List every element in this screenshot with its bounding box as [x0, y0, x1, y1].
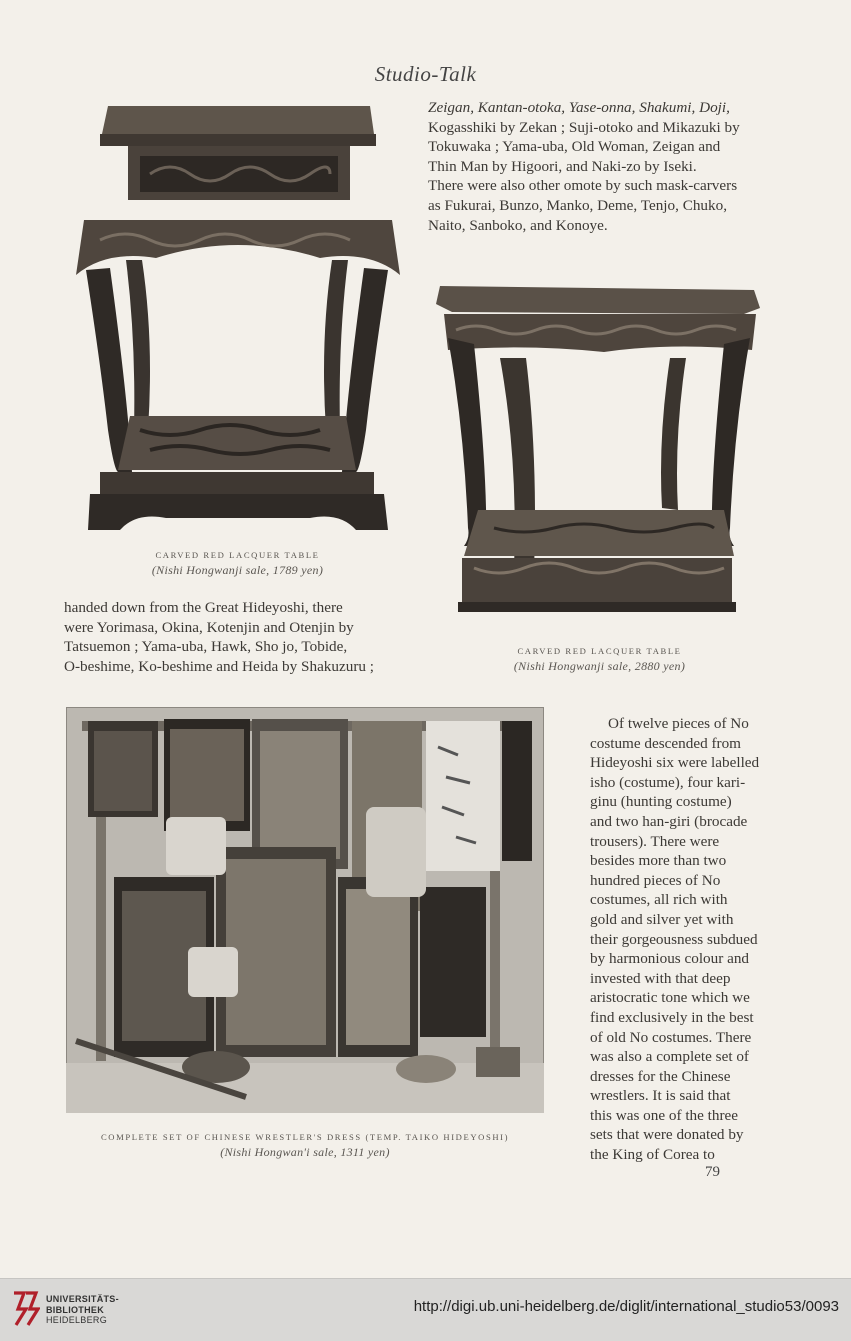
- text-line: handed down from the Great Hideyoshi, there: [64, 599, 343, 616]
- text-line: gold and silver yet with: [590, 910, 734, 928]
- text-line: O-beshime, Ko-beshime and Heida by Shakuzuru ;: [64, 657, 375, 675]
- footer-bar: [0, 1278, 851, 1341]
- university-logo-icon: [10, 1289, 40, 1329]
- text-line: invested with that deep: [590, 969, 731, 987]
- caption-table-left-sub: (Nishi Hongwanji sale, 1789 yen): [151, 563, 324, 577]
- text-line: costume descended from: [590, 734, 741, 752]
- caption-costume: [66, 1132, 544, 1160]
- caption-costume-title: COMPLETE SET OF CHINESE WRESTLER'S DRESS (TEMP. TAIKO HIDEYOSHI): [100, 1132, 510, 1142]
- text-line: the King of Corea to: [590, 1146, 715, 1164]
- text-line: this was one of the three: [590, 1106, 739, 1124]
- page-number: 79: [705, 1164, 720, 1180]
- text-line: There were also other omote by such mask-carvers: [428, 177, 738, 195]
- text-line: and two han-giri (brocade: [590, 812, 748, 830]
- text-line: ginu (hunting costume): [590, 793, 732, 811]
- text-line: were Yorimasa, Okina, Kotenjin and Otenjin by: [64, 618, 354, 636]
- source-url-text: http://digi.ub.uni-heidelberg.de/diglit/international_studio53/0093: [413, 1298, 839, 1315]
- caption-table-left: [100, 550, 375, 578]
- text-line: their gorgeousness subdued: [590, 930, 758, 948]
- text-line: wrestlers. It is said that: [590, 1087, 731, 1105]
- text-line: Naito, Sanboko, and Konoye.: [428, 216, 608, 234]
- caption-table-right-sub: (Nishi Hongwanji sale, 2880 yen): [513, 659, 686, 673]
- text-top-right: [428, 98, 784, 235]
- logo-line: BIBLIOTHEK: [46, 1304, 104, 1315]
- figure-wrestler-costume: [66, 707, 544, 1113]
- source-url-link[interactable]: [414, 1298, 839, 1315]
- text-line: aristocratic tone which we: [590, 989, 750, 1007]
- caption-table-left-title: CARVED RED LACQUER TABLE: [155, 550, 320, 560]
- text-line: Hideyoshi six were labelled: [590, 754, 760, 772]
- library-logo-text: [46, 1294, 119, 1326]
- text-line: hundred pieces of No: [590, 871, 721, 889]
- text-line: besides more than two: [590, 852, 727, 870]
- text-line: dresses for the Chinese: [590, 1067, 731, 1085]
- caption-table-right: [462, 646, 737, 674]
- text-line: was also a complete set of: [590, 1048, 749, 1066]
- caption-table-right-title: CARVED RED LACQUER TABLE: [517, 646, 682, 656]
- text-line: trousers). There were: [590, 832, 720, 850]
- logo-line: UNIVERSITÄTS-: [46, 1294, 119, 1304]
- logo-line: HEIDELBERG: [46, 1315, 108, 1325]
- text-line: Thin Man by Higoori, and Naki-zo by Iseki.: [428, 157, 697, 175]
- figure-lacquer-table-right: [434, 278, 764, 634]
- running-head: Studio-Talk: [374, 62, 477, 86]
- text-line: by harmonious colour and: [590, 950, 750, 968]
- text-left-middle: [64, 598, 404, 676]
- text-line: costumes, all rich with: [590, 891, 728, 909]
- text-line: Kogasshiki by Zekan ; Suji-otoko and Mikazuki by: [428, 118, 740, 136]
- figure-lacquer-table-left: [70, 100, 405, 540]
- caption-costume-sub: (Nishi Hongwan'i sale, 1311 yen): [220, 1145, 390, 1159]
- text-line: as Fukurai, Bunzo, Manko, Deme, Tenjo, Chuko,: [428, 196, 727, 214]
- text-right-bottom: [590, 714, 769, 1165]
- text-line: Zeigan, Kantan-otoka, Yase-onna, Shakumi, Doji,: [428, 99, 730, 116]
- text-line: Tatsuemon ; Yama-uba, Hawk, Sho jo, Tobide,: [64, 638, 348, 656]
- text-line: isho (costume), four kari-: [590, 773, 746, 791]
- text-line: Tokuwaka ; Yama-uba, Old Woman, Zeigan and: [428, 138, 721, 156]
- text-line: of old No costumes. There: [590, 1028, 752, 1046]
- text-line: sets that were donated by: [590, 1126, 744, 1144]
- text-line: find exclusively in the best: [590, 1008, 754, 1026]
- text-line: Of twelve pieces of No: [608, 715, 749, 732]
